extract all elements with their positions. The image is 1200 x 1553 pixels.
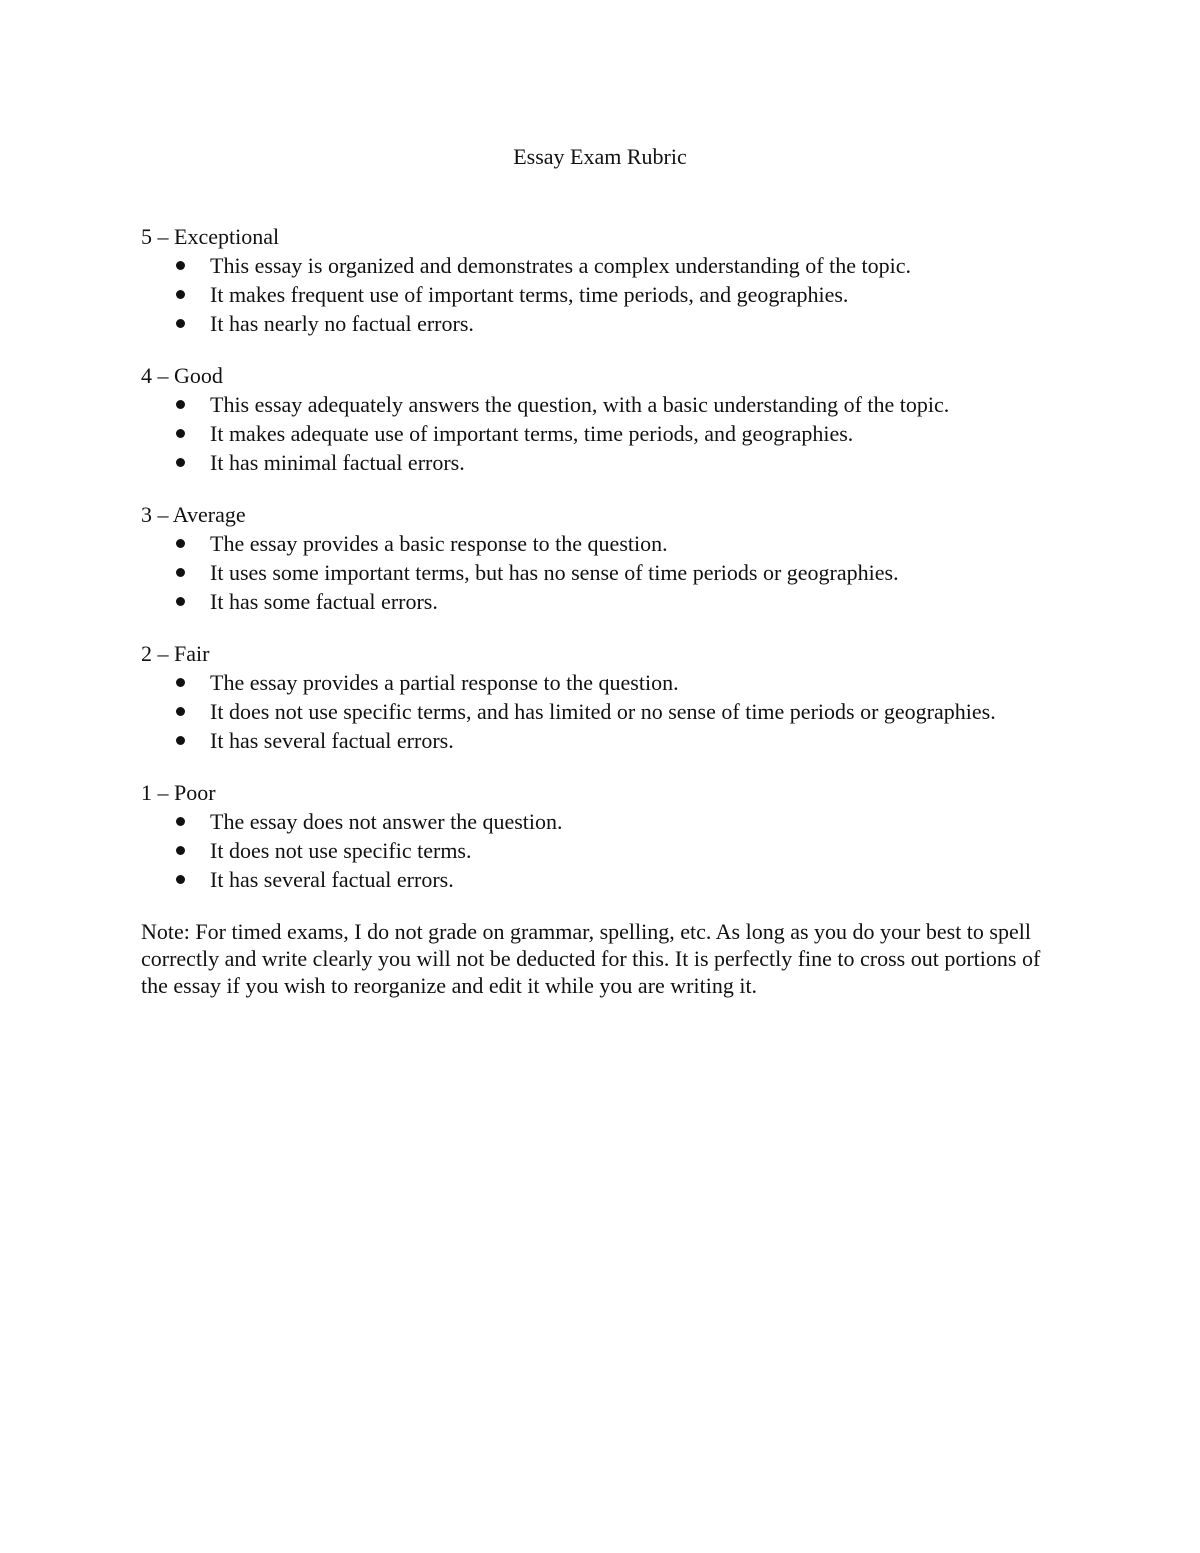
bullet-icon <box>176 736 185 745</box>
list-item <box>141 448 1071 477</box>
bullet-icon <box>176 846 185 855</box>
section-heading: 4 – Good <box>141 363 223 388</box>
bullet-icon <box>176 400 185 409</box>
list-item-text: This essay is organized and demonstrates a complex understanding of the topic. <box>210 253 911 278</box>
list-item <box>141 529 1071 558</box>
section-heading: 3 – Average <box>141 502 246 527</box>
list-item-text: The essay does not answer the question. <box>210 809 563 834</box>
list-item-text: The essay provides a partial response to the question. <box>210 670 679 695</box>
list-item-text: It does not use specific terms. <box>210 838 472 863</box>
list-item <box>141 280 1071 309</box>
list-item-text: This essay adequately answers the question, with a basic understanding of the topic. <box>210 392 950 417</box>
section-heading: 5 – Exceptional <box>141 224 280 249</box>
list-item <box>141 309 1071 338</box>
bullet-icon <box>176 290 185 299</box>
list-item <box>141 807 1071 836</box>
rubric-section-4 <box>141 362 1071 477</box>
list-item-text: It does not use specific terms, and has limited or no sense of time periods or geographies. <box>210 699 996 724</box>
bullet-icon <box>176 707 185 716</box>
list-item <box>141 726 1071 755</box>
bullet-list <box>141 807 1071 894</box>
bullet-list <box>141 251 1071 338</box>
grading-note: Note: For timed exams, I do not grade on grammar, spelling, etc. As long as you do your best to spell correctly and write clearly you will not be deducted for this. It is perfectly fine to cross out portions of the essay if you wish to reorganize and edit it while you are writing it. <box>141 919 1041 998</box>
list-item <box>141 558 1071 587</box>
list-item <box>141 865 1071 894</box>
bullet-icon <box>176 678 185 687</box>
bullet-icon <box>176 875 185 884</box>
list-item-text: It has some factual errors. <box>210 589 438 614</box>
list-item <box>141 251 1071 280</box>
list-item <box>141 668 1071 697</box>
rubric-section-3 <box>141 501 1071 616</box>
list-item-text: It has several factual errors. <box>210 867 454 892</box>
rubric-section-5 <box>141 223 1071 338</box>
bullet-icon <box>176 539 185 548</box>
bullet-list <box>141 668 1071 755</box>
list-item-text: It uses some important terms, but has no sense of time periods or geographies. <box>210 560 899 585</box>
list-item <box>141 836 1071 865</box>
list-item-text: It has several factual errors. <box>210 728 454 753</box>
bullet-icon <box>176 817 185 826</box>
rubric-content <box>141 223 1071 1021</box>
bullet-icon <box>176 568 185 577</box>
section-heading: 2 – Fair <box>141 641 210 666</box>
list-item-text: It makes adequate use of important terms, time periods, and geographies. <box>210 421 854 446</box>
list-item <box>141 419 1071 448</box>
rubric-section-1 <box>141 779 1071 894</box>
bullet-icon <box>176 458 185 467</box>
list-item <box>141 587 1071 616</box>
bullet-icon <box>176 429 185 438</box>
list-item-text: It has minimal factual errors. <box>210 450 465 475</box>
list-item <box>141 697 1071 726</box>
bullet-icon <box>176 319 185 328</box>
list-item <box>141 390 1071 419</box>
list-item-text: It makes frequent use of important terms, time periods, and geographies. <box>210 282 849 307</box>
bullet-icon <box>176 597 185 606</box>
section-heading: 1 – Poor <box>141 780 216 805</box>
bullet-list <box>141 390 1071 477</box>
bullet-list <box>141 529 1071 616</box>
list-item-text: The essay provides a basic response to the question. <box>210 531 668 556</box>
rubric-section-2 <box>141 640 1071 755</box>
list-item-text: It has nearly no factual errors. <box>210 311 474 336</box>
bullet-icon <box>176 261 185 270</box>
page-title: Essay Exam Rubric <box>513 144 687 169</box>
